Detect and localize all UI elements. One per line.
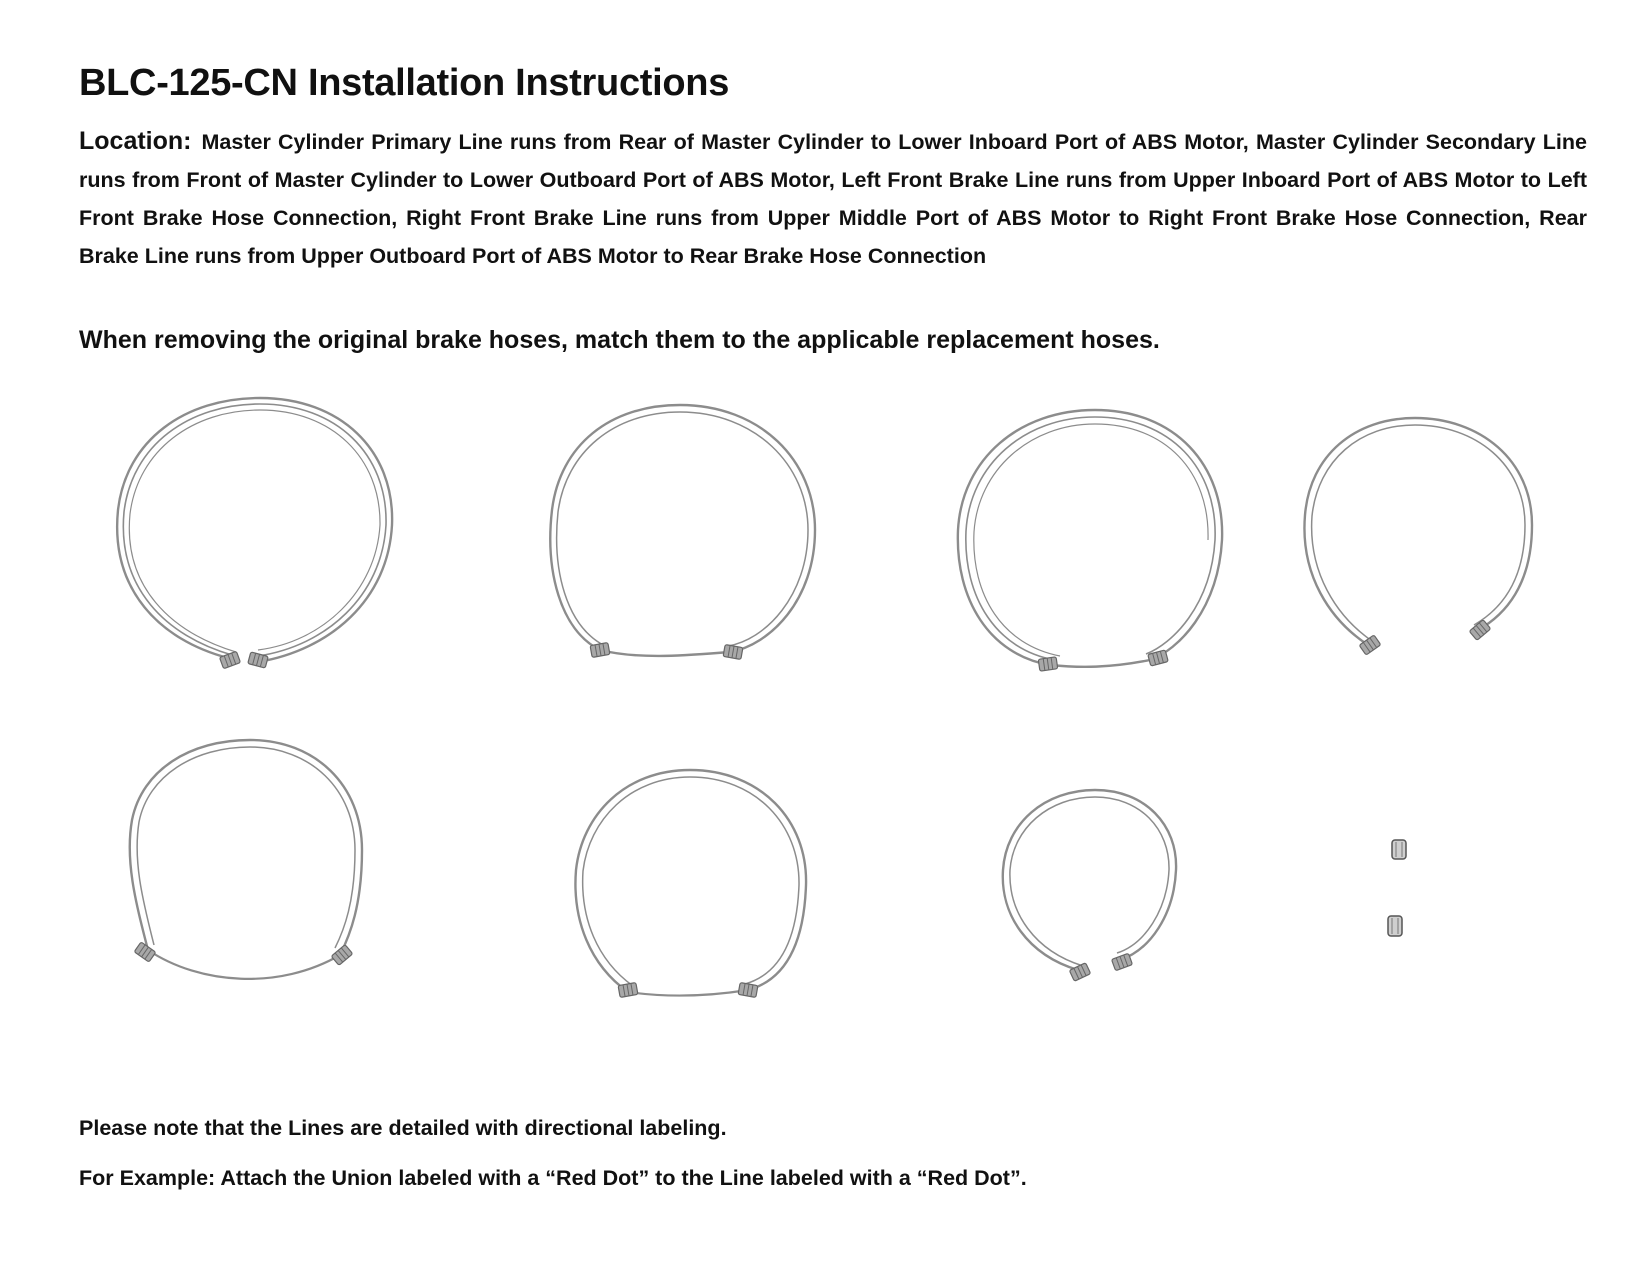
brake-line-coil-3 [958, 410, 1222, 671]
brake-line-coil-6 [575, 770, 806, 997]
location-text: Master Cylinder Primary Line runs from Rear of Master Cylinder to Lower Inboard Port of ABS Motor, Master Cylinder Secondary Line runs from Front of Master Cylinder to Lower Outboard Port of ABS Motor, Left Front Brake Line runs from Upper Inboard Port of ABS Motor to Left Front Brake Hose Connection, Right Front Brake Line runs from Upper Middle Port of ABS Motor to Right Front Brake Hose Connection, Rear Brake Line runs from Upper Outboard Port of ABS Motor to Rear Brake Hose Connection [79, 130, 1587, 268]
brake-line-coil-2 [550, 405, 815, 659]
brake-line-coil-5 [130, 740, 362, 979]
union-fitting-2 [1388, 916, 1402, 936]
brake-line-coil-4 [1304, 418, 1532, 655]
union-fittings [1388, 840, 1406, 936]
directional-labeling-note: Please note that the Lines are detailed with directional labeling. [79, 1116, 727, 1140]
page-title: BLC-125-CN Installation Instructions [79, 62, 730, 104]
brake-line-coil-7 [1003, 790, 1176, 981]
location-label: Location: [79, 127, 192, 155]
red-dot-example-note: For Example: Attach the Union labeled with a “Red Dot” to the Line labeled with a “Red Dot”. [79, 1166, 1027, 1190]
brake-line-coil-1 [117, 398, 392, 669]
union-fitting-1 [1392, 840, 1406, 859]
matching-instruction-heading: When removing the original brake hoses, match them to the applicable replacement hoses. [79, 326, 1160, 354]
location-paragraph [79, 122, 1587, 275]
